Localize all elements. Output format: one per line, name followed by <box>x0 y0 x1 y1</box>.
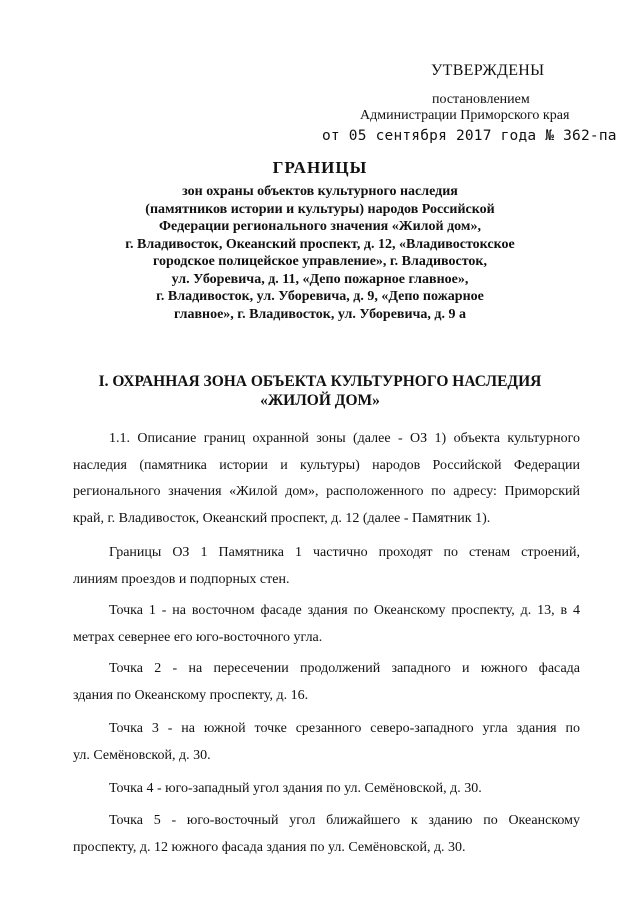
approval-line-date-number: от 05 сентября 2017 года № 362-па <box>322 128 617 144</box>
paragraph-line: наследия (памятника истории и культуры) народов Российской Федерации <box>73 457 580 473</box>
paragraph-line: проспекту, д. 12 южного фасада здания по ул. Семёновской, д. 30. <box>73 839 466 855</box>
paragraph-line: регионального значения «Жилой дом», расположенного по адресу: Приморский <box>73 484 580 499</box>
paragraph-point-5 <box>73 808 580 861</box>
subtitle-line: ул. Уборевича, д. 11, «Депо пожарное главное», <box>171 271 469 287</box>
paragraph-line: 1.1. Описание границ охранной зоны (далее - ОЗ 1) объекта культурного <box>109 431 580 446</box>
approval-line-resolution: постановлением <box>432 92 530 107</box>
subtitle-line: г. Владивосток, ул. Уборевича, д. 9, «Депо пожарное <box>156 289 484 304</box>
paragraph-point-1 <box>73 598 580 651</box>
paragraph-line: здания по Океанскому проспекту, д. 16. <box>73 687 309 703</box>
paragraph-point-2 <box>73 656 580 709</box>
subtitle-line: городское полицейское управление», г. Владивосток, <box>153 254 487 269</box>
paragraph-boundaries <box>73 540 580 593</box>
document-title: ГРАНИЦЫ <box>272 158 368 177</box>
section-heading-line: «ЖИЛОЙ ДОМ» <box>260 392 380 409</box>
paragraph-line: край, г. Владивосток, Океанский проспект, д. 12 (далее - Памятник 1). <box>73 510 491 526</box>
paragraph-line: Точка 3 - на южной точке срезанного северо-западного угла здания по <box>109 721 580 736</box>
approval-line-administration: Администрации Приморского края <box>360 108 570 123</box>
approval-title: УТВЕРЖДЕНЫ <box>431 62 545 79</box>
subtitle-line: (памятников истории и культуры) народов Российской <box>145 201 495 217</box>
approval-stamp <box>0 0 640 160</box>
paragraph-line: Точка 5 - юго-восточный угол ближайшего к зданию по Океанскому <box>109 813 580 828</box>
subtitle-line: г. Владивосток, Океанский проспект, д. 12, «Владивостокское <box>125 236 515 252</box>
paragraph-line: Точка 2 - на пересечении продолжений западного и южного фасада <box>109 661 580 676</box>
paragraph-line: линиям проездов и подпорных стен. <box>73 571 290 587</box>
section-heading <box>60 372 580 410</box>
document-subtitle <box>100 183 540 323</box>
paragraph-line: Точка 1 - на восточном фасаде здания по Океанскому проспекту, д. 13, в 4 <box>109 603 580 618</box>
paragraph-point-3 <box>73 716 580 769</box>
subtitle-line: Федерации регионального значения «Жилой дом», <box>159 219 481 234</box>
paragraph-zone-description <box>73 426 580 532</box>
paragraph-line: Точка 4 - юго-западный угол здания по ул. Семёновской, д. 30. <box>109 781 482 796</box>
paragraph-line: Границы ОЗ 1 Памятника 1 частично проходят по стенам строений, <box>109 545 580 560</box>
paragraph-line: ул. Семёновской, д. 30. <box>73 747 211 763</box>
subtitle-line: зон охраны объектов культурного наследия <box>182 184 458 199</box>
paragraph-point-4 <box>73 776 580 803</box>
paragraph-line: метрах севернее его юго-восточного угла. <box>73 629 323 645</box>
section-heading-line: I. ОХРАННАЯ ЗОНА ОБЪЕКТА КУЛЬТУРНОГО НАСЛЕДИЯ <box>98 373 542 390</box>
subtitle-line: главное», г. Владивосток, ул. Уборевича, д. 9 а <box>173 306 467 322</box>
